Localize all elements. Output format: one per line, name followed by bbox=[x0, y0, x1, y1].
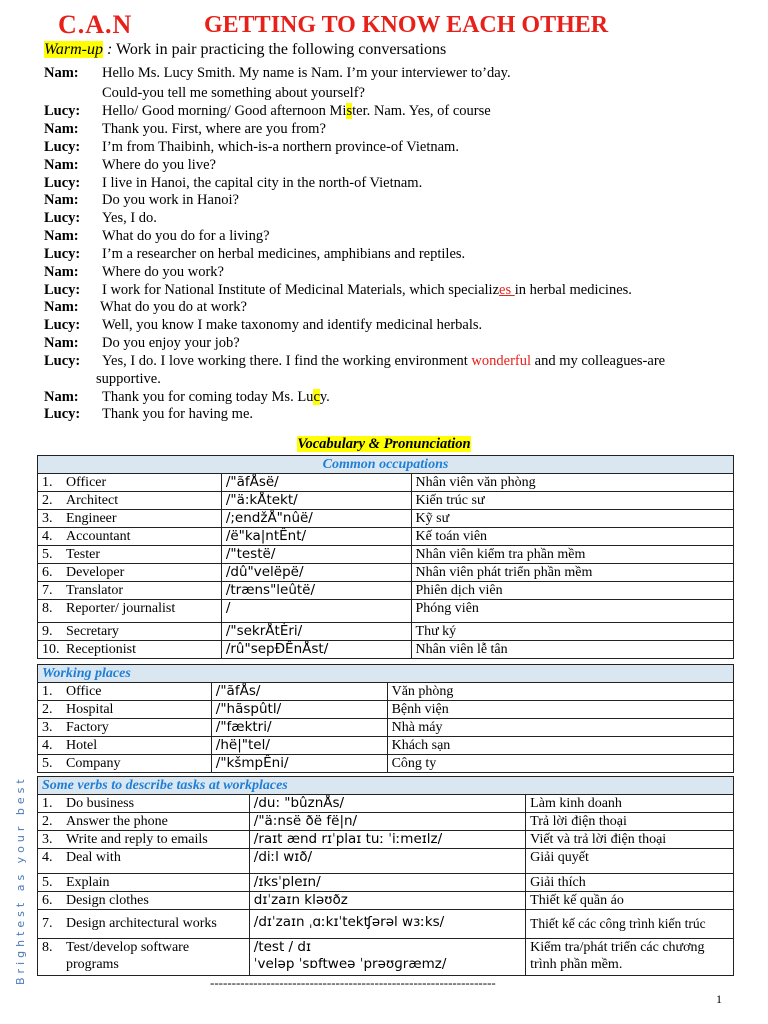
translation: Công ty bbox=[387, 755, 733, 773]
page-title: GETTING TO KNOW EACH OTHER bbox=[204, 12, 609, 38]
row-number: 2. bbox=[42, 702, 53, 717]
word: Reporter/ journalist bbox=[66, 601, 176, 616]
translation: Kiểm tra/phát triển các chương bbox=[530, 940, 705, 955]
dialogue-line bbox=[44, 228, 270, 245]
speaker: Lucy: bbox=[44, 139, 81, 155]
places-table bbox=[37, 664, 734, 773]
line-text: What do you do for a living? bbox=[102, 228, 270, 244]
speaker: Lucy: bbox=[44, 317, 81, 333]
translation: Nhà máy bbox=[387, 719, 733, 737]
row-number: 2. bbox=[42, 493, 53, 508]
emphasis-text: es bbox=[499, 282, 515, 298]
translation: Kiến trúc sư bbox=[411, 492, 733, 510]
emphasis-text: wonderful bbox=[471, 353, 532, 369]
table-row bbox=[38, 683, 734, 701]
dialogue-line bbox=[102, 85, 365, 102]
speaker: Lucy: bbox=[44, 210, 81, 226]
dialogue-line bbox=[44, 317, 482, 334]
line-text: Yes, I do. I love working there. I find the working environment bbox=[102, 353, 472, 369]
word: Explain bbox=[66, 875, 110, 890]
line-text: I live in Hanoi, the capital city in the north-of Vietnam. bbox=[102, 175, 423, 191]
speaker: Nam: bbox=[44, 157, 79, 173]
dialogue-line bbox=[44, 406, 253, 423]
table-row bbox=[38, 719, 734, 737]
translation: Kế toán viên bbox=[411, 528, 733, 546]
word: Answer the phone bbox=[66, 814, 168, 829]
pronunciation-continued: ˈveləp ˈsɒftweə ˈprəʊɡræmz/ bbox=[253, 956, 447, 972]
translation: Thiết kế các công trình kiến trúc bbox=[526, 910, 734, 939]
line-text: supportive. bbox=[96, 371, 161, 387]
pronunciation: /træns"leûtë/ bbox=[221, 582, 411, 600]
pronunciation: /raɪt ænd rɪˈplaɪ tuː ˈiːmeɪlz/ bbox=[249, 831, 525, 849]
highlight-text: c bbox=[313, 389, 320, 405]
pronunciation: /"fæktri/ bbox=[211, 719, 387, 737]
table-row bbox=[38, 849, 734, 874]
translation: Thiết kế quần áo bbox=[526, 892, 734, 910]
line-text: I work for National Institute of Medicinal Materials, which specializ bbox=[102, 282, 500, 298]
pronunciation: /dɪˈzaɪn ˌɑːkɪˈtekʧərəl wɜːks/ bbox=[249, 910, 525, 939]
line-text: ter. Nam. Yes, of course bbox=[352, 103, 491, 119]
pronunciation: /"ãfÅs/ bbox=[211, 683, 387, 701]
word: Test/develop software bbox=[66, 940, 190, 955]
table-row bbox=[38, 528, 734, 546]
translation: Khách sạn bbox=[387, 737, 733, 755]
row-number: 1. bbox=[42, 475, 53, 490]
pronunciation: /"sekrÅtÈri/ bbox=[221, 623, 411, 641]
table-row bbox=[38, 701, 734, 719]
dialogue-line bbox=[44, 65, 511, 82]
translation: Viết và trả lời điện thoại bbox=[526, 831, 734, 849]
table-row bbox=[38, 582, 734, 600]
word: Design clothes bbox=[66, 893, 149, 908]
table-row bbox=[38, 795, 734, 813]
line-text: in herbal medicines. bbox=[514, 282, 632, 298]
divider-line: ------------------------------------------------------------------ bbox=[210, 975, 496, 990]
vocab-title bbox=[0, 436, 768, 453]
word: Hotel bbox=[66, 738, 98, 753]
pronunciation: /rû"sepÐÊnÅst/ bbox=[221, 641, 411, 659]
word: Accountant bbox=[66, 529, 131, 544]
row-number: 8. bbox=[42, 940, 53, 955]
row-number: 3. bbox=[42, 832, 53, 847]
dialogue-line bbox=[96, 371, 161, 388]
speaker: Nam: bbox=[44, 228, 79, 244]
word: Architect bbox=[66, 493, 119, 508]
table-row bbox=[38, 641, 734, 659]
row-number: 5. bbox=[42, 547, 53, 562]
table-row bbox=[38, 474, 734, 492]
pronunciation: /hë|"tel/ bbox=[211, 737, 387, 755]
table-row bbox=[38, 564, 734, 582]
dialogue-line bbox=[44, 139, 459, 156]
speaker: Nam: bbox=[44, 264, 79, 280]
line-text: Do you work in Hanoi? bbox=[102, 192, 239, 208]
pronunciation: /"testë/ bbox=[221, 546, 411, 564]
pronunciation: /du: "bûznÅs/ bbox=[249, 795, 525, 813]
word: Write and reply to emails bbox=[66, 832, 208, 847]
table-row bbox=[38, 492, 734, 510]
row-number: 1. bbox=[42, 684, 53, 699]
highlight-text: s bbox=[346, 103, 353, 119]
translation: Kỹ sư bbox=[411, 510, 733, 528]
word: Secretary bbox=[66, 624, 119, 639]
pronunciation: /"kšmpÊni/ bbox=[211, 755, 387, 773]
dialogue-line bbox=[44, 264, 224, 281]
translation: Trả lời điện thoại bbox=[526, 813, 734, 831]
table-row bbox=[38, 813, 734, 831]
table-section-heading: Some verbs to describe tasks at workplaces bbox=[38, 777, 734, 795]
line-text: Yes, I do. bbox=[102, 210, 157, 226]
warmup-label: Warm-up bbox=[44, 41, 103, 58]
row-number: 3. bbox=[42, 720, 53, 735]
table-row bbox=[38, 755, 734, 773]
dialogue-line bbox=[44, 103, 491, 120]
line-text: What do you do at work? bbox=[100, 299, 247, 315]
speaker: Nam: bbox=[44, 335, 79, 351]
occupations-table bbox=[37, 455, 734, 659]
brand-title: C.A.N bbox=[58, 10, 133, 39]
dialogue-line bbox=[44, 175, 422, 192]
row-number: 9. bbox=[42, 624, 53, 639]
dialogue-line bbox=[44, 389, 330, 406]
speaker: Lucy: bbox=[44, 246, 81, 262]
word: Tester bbox=[66, 547, 101, 562]
row-number: 6. bbox=[42, 893, 53, 908]
line-text: Well, you know I make taxonomy and identify medicinal herbals. bbox=[102, 317, 483, 333]
table-row bbox=[38, 910, 734, 939]
translation: Văn phòng bbox=[387, 683, 733, 701]
row-number: 6. bbox=[42, 565, 53, 580]
speaker: Lucy: bbox=[44, 406, 81, 422]
line-text: y. bbox=[319, 389, 330, 405]
table-row bbox=[38, 874, 734, 892]
pronunciation: /test / dɪ bbox=[253, 939, 311, 955]
translation: Nhân viên kiểm tra phần mềm bbox=[411, 546, 733, 564]
vocab-title-text: Vocabulary & Pronunciation bbox=[297, 436, 471, 452]
line-text: Thank you. First, where are you from? bbox=[102, 121, 326, 137]
speaker: Lucy: bbox=[44, 282, 81, 298]
pronunciation: /diːl wɪð/ bbox=[249, 849, 525, 874]
line-text: Could-you tell me something about yourself? bbox=[102, 85, 365, 101]
row-number: 10. bbox=[42, 642, 60, 657]
row-number: 2. bbox=[42, 814, 53, 829]
dialogue-line bbox=[44, 353, 665, 370]
translation-continued: trình phần mềm. bbox=[530, 957, 623, 972]
dialogue-line bbox=[44, 157, 216, 174]
dialogue-line bbox=[44, 335, 240, 352]
pronunciation: dɪˈzaɪn kləʊðz bbox=[249, 892, 525, 910]
row-number: 8. bbox=[42, 601, 53, 616]
line-text: and my colleagues-are bbox=[531, 353, 666, 369]
word: Developer bbox=[66, 565, 125, 580]
pronunciation: /ɪksˈpleɪn/ bbox=[249, 874, 525, 892]
pronunciation: / bbox=[221, 600, 411, 623]
row-number: 7. bbox=[42, 583, 53, 598]
table-section-heading: Working places bbox=[38, 665, 734, 683]
verbs-table bbox=[37, 776, 734, 976]
pronunciation: /"ä:nsë ðë fë|n/ bbox=[249, 813, 525, 831]
translation: Nhân viên phát triển phần mềm bbox=[411, 564, 733, 582]
translation: Thư ký bbox=[411, 623, 733, 641]
pronunciation: /ë"ka|ntÊnt/ bbox=[221, 528, 411, 546]
translation: Phiên dịch viên bbox=[411, 582, 733, 600]
word: Design architectural works bbox=[66, 916, 217, 931]
speaker: Lucy: bbox=[44, 175, 81, 191]
line-text: Hello/ Good morning/ Good afternoon Mi bbox=[102, 103, 347, 119]
line-text: I’m a researcher on herbal medicines, amphibians and reptiles. bbox=[102, 246, 466, 262]
word: Receptionist bbox=[66, 642, 136, 657]
word: Hospital bbox=[66, 702, 114, 717]
dialogue-line bbox=[44, 121, 326, 138]
translation: Nhân viên lễ tân bbox=[411, 641, 733, 659]
warmup-text: Work in pair practicing the following conversations bbox=[112, 41, 447, 58]
dialogue-line bbox=[44, 192, 239, 209]
table-row bbox=[38, 831, 734, 849]
word: Factory bbox=[66, 720, 109, 735]
word: Company bbox=[66, 756, 121, 771]
speaker: Lucy: bbox=[44, 103, 81, 119]
dialogue-line bbox=[44, 299, 247, 316]
dialogue-line bbox=[44, 246, 465, 263]
table-row bbox=[38, 510, 734, 528]
word: Engineer bbox=[66, 511, 117, 526]
translation: Làm kinh doanh bbox=[526, 795, 734, 813]
line-text: Thank you for having me. bbox=[102, 406, 254, 422]
table-row bbox=[38, 623, 734, 641]
word: Office bbox=[66, 684, 102, 699]
pronunciation: /dû"velëpë/ bbox=[221, 564, 411, 582]
word: Do business bbox=[66, 796, 135, 811]
translation: Bệnh viện bbox=[387, 701, 733, 719]
row-number: 4. bbox=[42, 738, 53, 753]
warmup-instruction bbox=[44, 41, 446, 59]
pronunciation: /"ä:kÅtekt/ bbox=[221, 492, 411, 510]
speaker: Nam: bbox=[44, 389, 79, 405]
pronunciation: /"hãspûtl/ bbox=[211, 701, 387, 719]
table-row bbox=[38, 892, 734, 910]
speaker: Nam: bbox=[44, 65, 79, 81]
translation: Phóng viên bbox=[411, 600, 733, 623]
warmup-separator: : bbox=[102, 41, 113, 58]
line-text: Hello Ms. Lucy Smith. My name is Nam. I’m your interviewer to’day. bbox=[102, 65, 511, 81]
table-row bbox=[38, 939, 734, 976]
line-text: Where do you live? bbox=[102, 157, 216, 173]
line-text: Do you enjoy your job? bbox=[102, 335, 240, 351]
translation: Giải quyết bbox=[526, 849, 734, 874]
row-number: 1. bbox=[42, 796, 53, 811]
translation: Nhân viên văn phòng bbox=[411, 474, 733, 492]
row-number: 4. bbox=[42, 850, 53, 865]
row-number: 4. bbox=[42, 529, 53, 544]
translation: Giải thích bbox=[526, 874, 734, 892]
row-number: 7. bbox=[42, 916, 53, 931]
pronunciation: /;endžÅ"nûë/ bbox=[221, 510, 411, 528]
table-row bbox=[38, 737, 734, 755]
table-section-heading: Common occupations bbox=[38, 456, 734, 474]
side-slogan-text: Brightest as your best bbox=[14, 775, 27, 985]
line-text: I’m from Thaibinh, which-is-a northern province-of Vietnam. bbox=[102, 139, 459, 155]
word: Deal with bbox=[66, 850, 121, 865]
speaker: Nam: bbox=[44, 121, 79, 137]
speaker: Nam: bbox=[44, 192, 79, 208]
row-number: 5. bbox=[42, 756, 53, 771]
row-number: 3. bbox=[42, 511, 53, 526]
line-text: Where do you work? bbox=[102, 264, 224, 280]
pronunciation: /"ãfÅsë/ bbox=[221, 474, 411, 492]
speaker: Nam: bbox=[44, 299, 79, 315]
word: Translator bbox=[66, 583, 124, 598]
dialogue-line bbox=[44, 210, 157, 227]
speaker: Lucy: bbox=[44, 353, 81, 369]
word-continued: programs bbox=[66, 957, 119, 972]
table-row bbox=[38, 600, 734, 623]
side-slogan bbox=[14, 775, 34, 985]
row-number: 5. bbox=[42, 875, 53, 890]
word: Officer bbox=[66, 475, 107, 490]
table-row bbox=[38, 546, 734, 564]
dialogue-line bbox=[44, 282, 632, 299]
page-number: 1 bbox=[716, 992, 722, 1006]
line-text: Thank you for coming today Ms. Lu bbox=[102, 389, 314, 405]
